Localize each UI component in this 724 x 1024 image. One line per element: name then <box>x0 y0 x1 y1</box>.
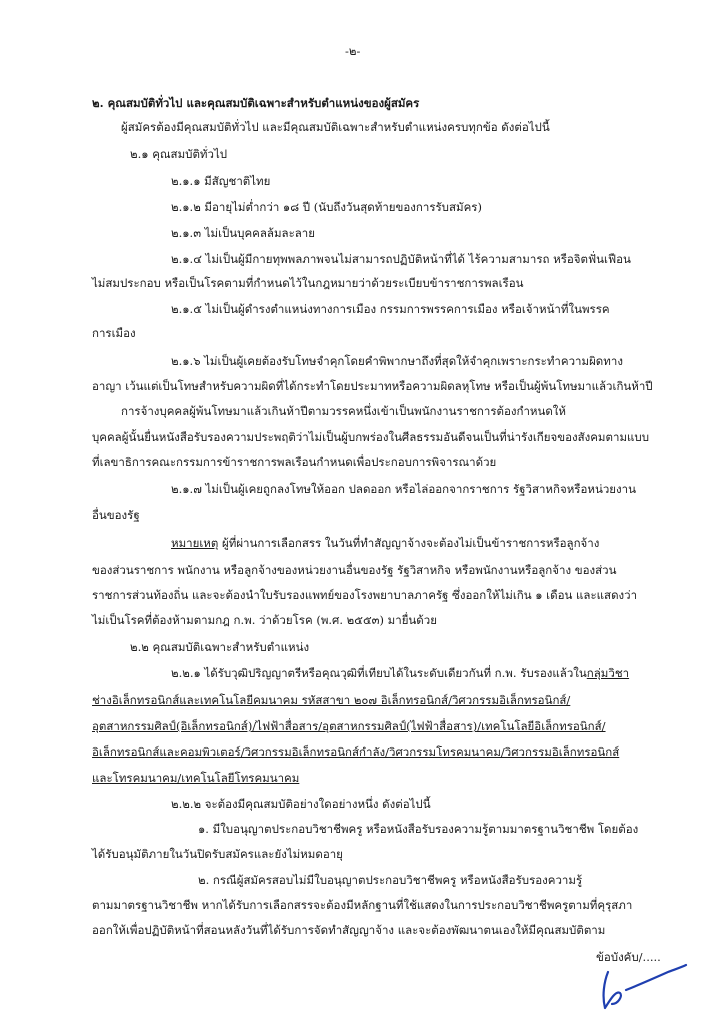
specific-item-1-text: ๒.๒.๑ ได้รับวุฒิปริญญาตรีหรือคุณวุฒิที่เทียบได้ในระดับเดียวกันที่ ก.พ. รับรองแล้วใน <box>171 666 587 680</box>
option-1-line-1: ๑. มีใบอนุญาตประกอบวิชาชีพครู หรือหนังสือรับรองความรู้ตามมาตรฐานวิชาชีพ โดยต้อง <box>198 822 639 836</box>
general-item-5-line-2: การเมือง <box>92 326 136 340</box>
specific-item-2: ๒.๒.๒ จะต้องมีคุณสมบัติอย่างใดอย่างหนึ่ง ดังต่อไปนี้ <box>171 797 431 811</box>
specific-heading: ๒.๒ คุณสมบัติเฉพาะสำหรับตำแหน่ง <box>130 640 310 654</box>
note-text: ผู้ที่ผ่านการเลือกสรร ในวันที่ทำสัญญาจ้างจะต้องไม่เป็นข้าราชการหรือลูกจ้าง <box>218 536 600 550</box>
note-line-4: ไม่เป็นโรคที่ต้องห้ามตามกฎ ก.พ. ว่าด้วยโรค (พ.ศ. ๒๕๕๓) มายื่นด้วย <box>92 613 437 627</box>
general-item-7-line-2: อื่นของรัฐ <box>92 508 140 522</box>
section-heading: ๒. คุณสมบัติทั่วไป และคุณสมบัติเฉพาะสำหรับตำแหน่งของผู้สมัคร <box>92 96 420 110</box>
option-1-line-2: ได้รับอนุมัติภายในวันปิดรับสมัครและยังไม่หมดอายุ <box>92 847 343 861</box>
note-line-1 <box>171 536 599 551</box>
general-item-1: ๒.๑.๑ มีสัญชาติไทย <box>171 174 271 188</box>
option-2-line-1: ๒. กรณีผู้สมัครสอบไม่มีใบอนุญาตประกอบวิชาชีพครู หรือหนังสือรับรองความรู้ <box>198 873 583 887</box>
general-item-6-line-2: อาญา เว้นแต่เป็นโทษสำหรับความผิดที่ได้กระทำโดยประมาทหรือความผิดลหุโทษ หรือเป็นผู้พ้นโทษมาแล้วเกินห้าปี <box>92 379 653 393</box>
specific-item-1-line-4: อิเล็กทรอนิกส์และคอมพิวเตอร์/วิศวกรรมอิเล็กทรอนิกส์กำลัง/วิศวกรรมโทรคมนาคม/วิศวกรรมอิเล็กทรอนิกส์ <box>92 745 620 759</box>
subject-group-label: กลุ่มวิชา <box>586 666 630 680</box>
option-2-line-3: ออกให้เพื่อปฏิบัติหน้าที่สอนหลังวันที่ได้รับการจัดทำสัญญาจ้าง และจะต้องพัฒนาตนเองให้มีคุณสมบัติตาม <box>92 923 606 937</box>
specific-item-1-line-1 <box>171 666 629 681</box>
note-label: หมายเหตุ <box>171 536 219 550</box>
section-intro: ผู้สมัครต้องมีคุณสมบัติทั่วไป และมีคุณสมบัติเฉพาะสำหรับตำแหน่งครบทุกข้อ ดังต่อไปนี้ <box>121 120 550 134</box>
continuation-marker: ข้อบังคับ/..... <box>596 950 661 964</box>
specific-item-1-line-2: ช่างอิเล็กทรอนิกส์และเทคโนโลยีคมนาคม รหัสสาขา ๒๐๗ อิเล็กทรอนิกส์/วิศวกรรมอิเล็กทรอนิกส์/ <box>92 693 571 707</box>
general-item-6-line-1: ๒.๑.๖ ไม่เป็นผู้เคยต้องรับโทษจำคุกโดยคำพิพากษาถึงที่สุดให้จำคุกเพราะกระทำความผิดทาง <box>171 354 623 368</box>
option-2-line-2: ตามมาตรฐานวิชาชีพ หากได้รับการเลือกสรรจะต้องมีหลักฐานที่ใช้แสดงในการประกอบวิชาชีพครูตามที่คุรุสภา <box>92 898 633 912</box>
general-item-6-line-4: บุคคลผู้นั้นยื่นหนังสือรับรองความประพฤติว่าไม่เป็นผู้บกพร่องในศีลธรรมอันดีจนเป็นที่น่ารังเกียจของสังคมตามแบบ <box>92 430 650 444</box>
signature-mark <box>590 960 690 1015</box>
general-item-5-line-1: ๒.๑.๕ ไม่เป็นผู้ดำรงตำแหน่งทางการเมือง กรรมการพรรคการเมือง หรือเจ้าหน้าที่ในพรรค <box>171 302 610 316</box>
specific-item-1-line-5: และโทรคมนาคม/เทคโนโลยีโทรคมนาคม <box>92 771 300 785</box>
general-item-3: ๒.๑.๓ ไม่เป็นบุคคลล้มละลาย <box>171 226 315 240</box>
general-item-4-line-2: ไม่สมประกอบ หรือเป็นโรคตามที่กำหนดไว้ในกฎหมายว่าด้วยระเบียบข้าราชการพลเรือน <box>92 276 524 290</box>
note-line-3: ราชการส่วนท้องถิ่น และจะต้องนำใบรับรองแพทย์ของโรงพยาบาลภาครัฐ ซึ่งออกให้ไม่เกิน ๑ เดือน และแสดงว่า <box>92 588 638 602</box>
general-heading: ๒.๑ คุณสมบัติทั่วไป <box>130 147 228 161</box>
page-number: -๒- <box>345 44 361 58</box>
general-item-7-line-1: ๒.๑.๗ ไม่เป็นผู้เคยถูกลงโทษให้ออก ปลดออก หรือไล่ออกจากราชการ รัฐวิสาหกิจหรือหน่วยงาน <box>171 482 636 496</box>
note-line-2: ของส่วนราชการ พนักงาน หรือลูกจ้างของหน่วยงานอื่นของรัฐ รัฐวิสาหกิจ หรือพนักงานหรือลูกจ้าง ของส่วน <box>92 563 617 577</box>
general-item-6-line-5: ที่เลขาธิการคณะกรรมการข้าราชการพลเรือนกำหนดเพื่อประกอบการพิจารณาด้วย <box>92 455 497 469</box>
general-item-2: ๒.๑.๒ มีอายุไม่ต่ำกว่า ๑๘ ปี (นับถึงวันสุดท้ายของการรับสมัคร) <box>171 200 482 214</box>
general-item-6-line-3: การจ้างบุคคลผู้พ้นโทษมาแล้วเกินห้าปีตามวรรคหนึ่งเข้าเป็นพนักงานราชการต้องกำหนดให้ <box>121 404 567 418</box>
general-item-4-line-1: ๒.๑.๔ ไม่เป็นผู้มีกายทุพพลภาพจนไม่สามารถปฏิบัติหน้าที่ได้ ไร้ความสามารถ หรือจิตฟั่นเฟือน <box>171 252 631 266</box>
specific-item-1-line-3: อุตสาหกรรมศิลป์(อิเล็กทรอนิกส์)/ไฟฟ้าสื่อสาร/อุตสาหกรรมศิลป์(ไฟฟ้าสื่อสาร)/เทคโนโลยีอิเล็กทรอนิกส์/ <box>92 719 606 733</box>
